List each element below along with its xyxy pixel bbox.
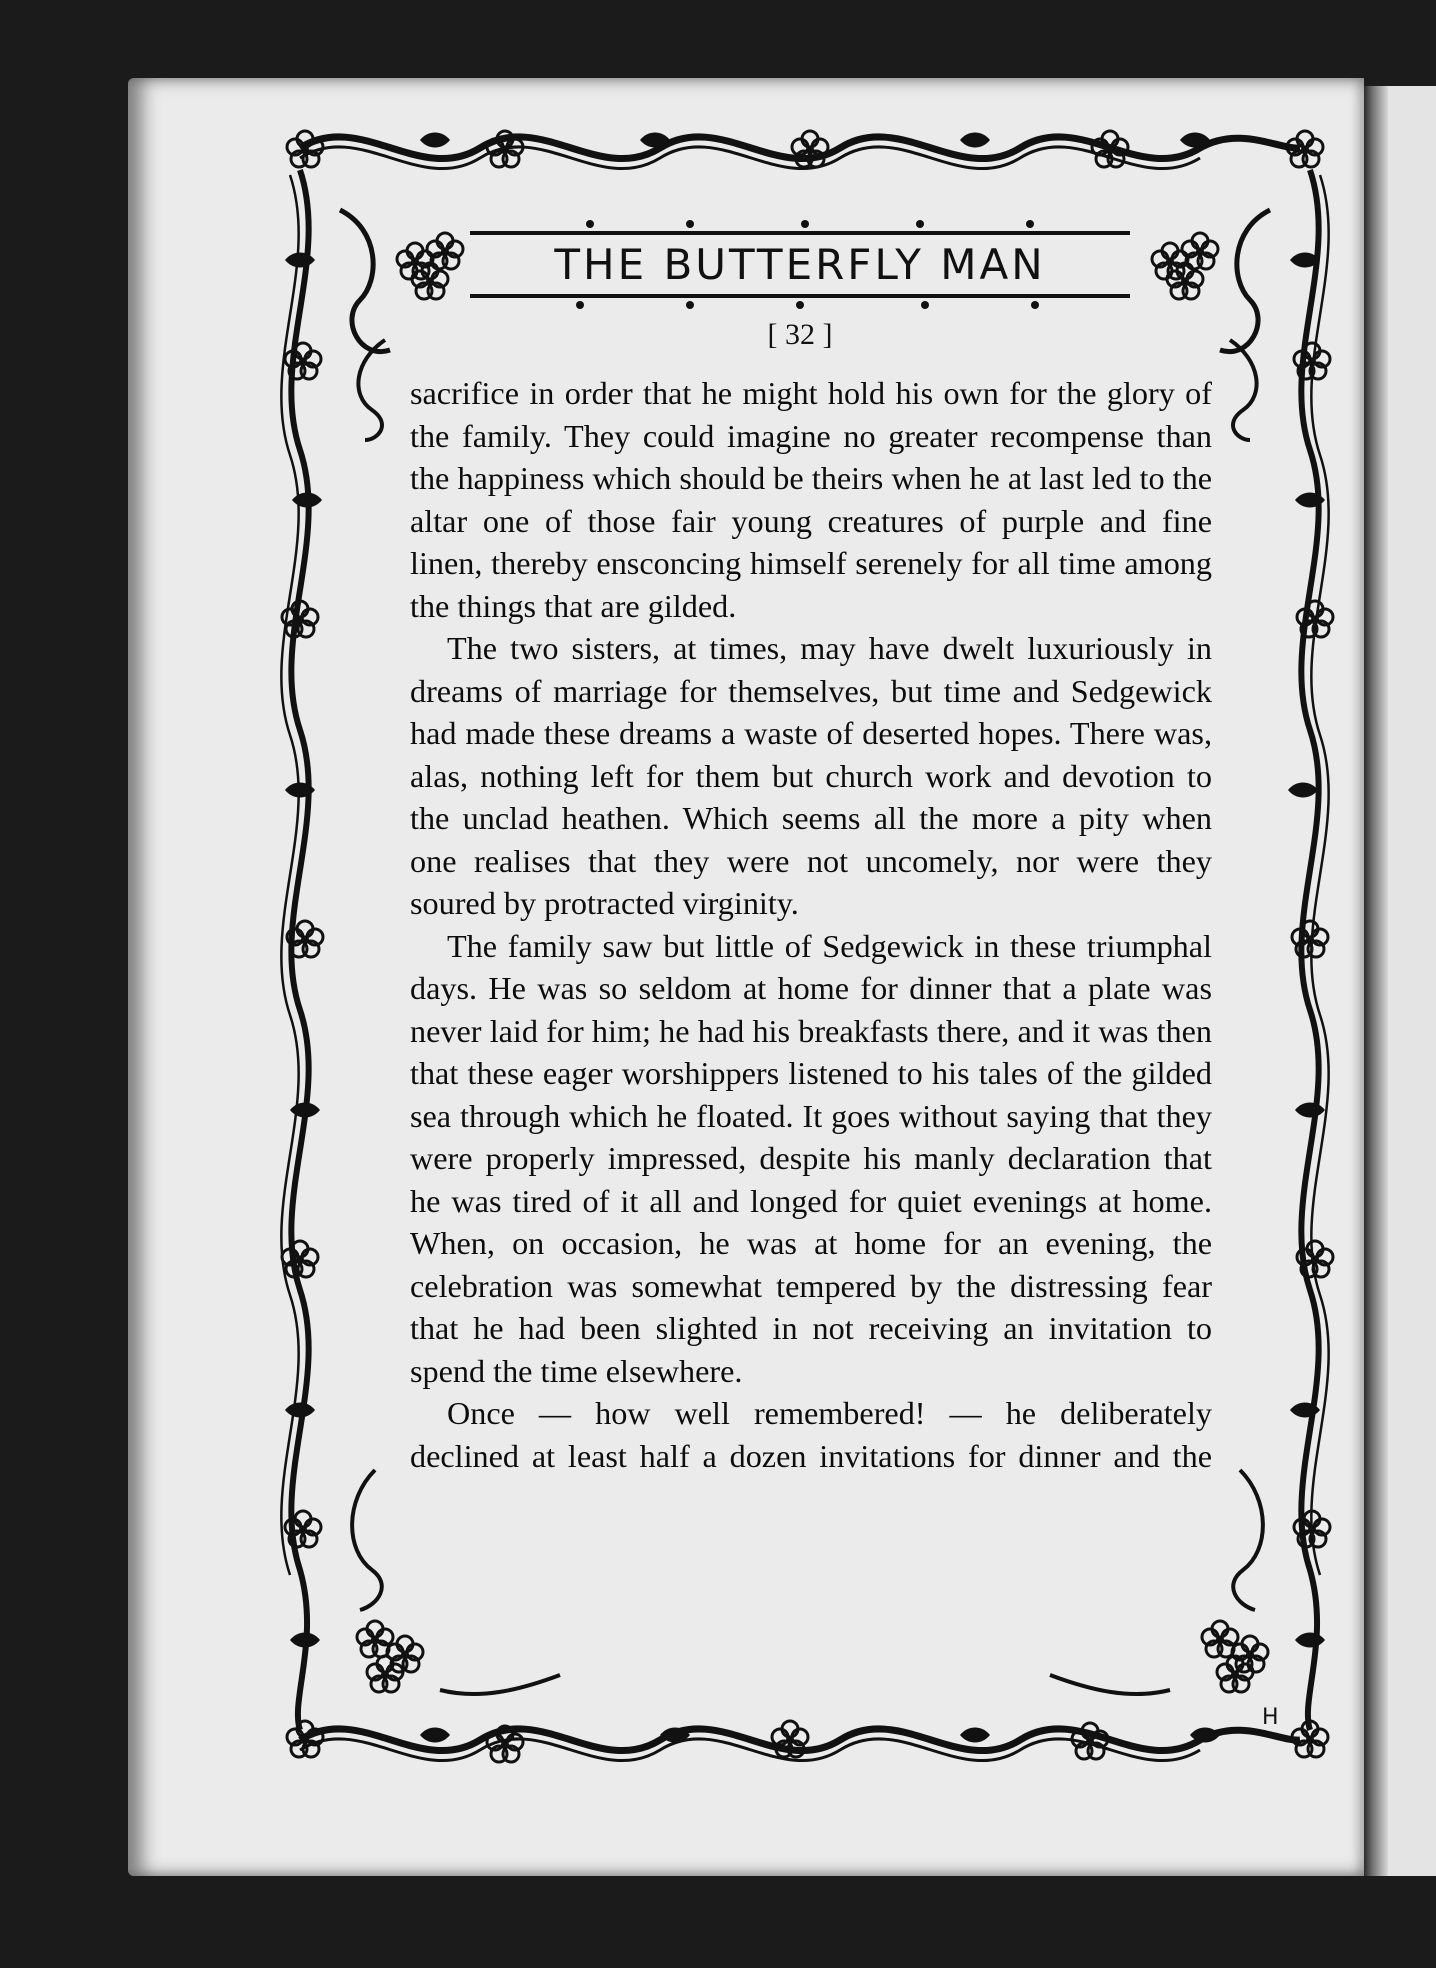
right-vine [1301,170,1318,1730]
bottom-vine [300,1729,1300,1751]
printer-signature-mark: H [1262,1705,1279,1730]
page-number: [ 32 ] [767,318,833,351]
paragraph: sacrifice in order that he might hold his own for the glory of the family. They could imagine no greater recompense than the happiness which should be theirs when he at last led to the altar one of those fair young creatures of purple and fine linen, thereby ensconcing himself serenely for all time among the things that are gilded. [410,375,1212,624]
paragraph: The two sisters, at times, may have dwelt luxuriously in dreams of marriage for themselves, but time and Sedgewick had made these dreams a waste of deserted hopes. There was, alas, nothing left for them but church work and devotion to the unclad heathen. Which seems all the more a pity when one realises that they were not uncomely, nor were they soured by protracted virginity. [410,630,1212,921]
paragraph: The family saw but little of Sedgewick in these triumphal days. He was so seldom at home for dinner that a plate was never laid for him; he had his breakfasts there, and it was then that these eager worshippers listened to his tales of the gilded sea through which he floated. It goes without saying that they were properly impressed, despite his manly declaration that he was tired of it all and longed for quiet evenings at home. When, on occasion, he was at home for an evening, the celebration was somewhat tempered by the distressing fear that he had been slighted in not receiving an invitation to spend the time elsewhere. [410,927,1212,1389]
body-text [410,372,1212,1477]
paragraph: Once — how well remembered! — he deliberately declined at least half a dozen invitations for dinner and the [410,1395,1212,1474]
running-head: THE BUTTERFLY MAN [554,240,1046,289]
